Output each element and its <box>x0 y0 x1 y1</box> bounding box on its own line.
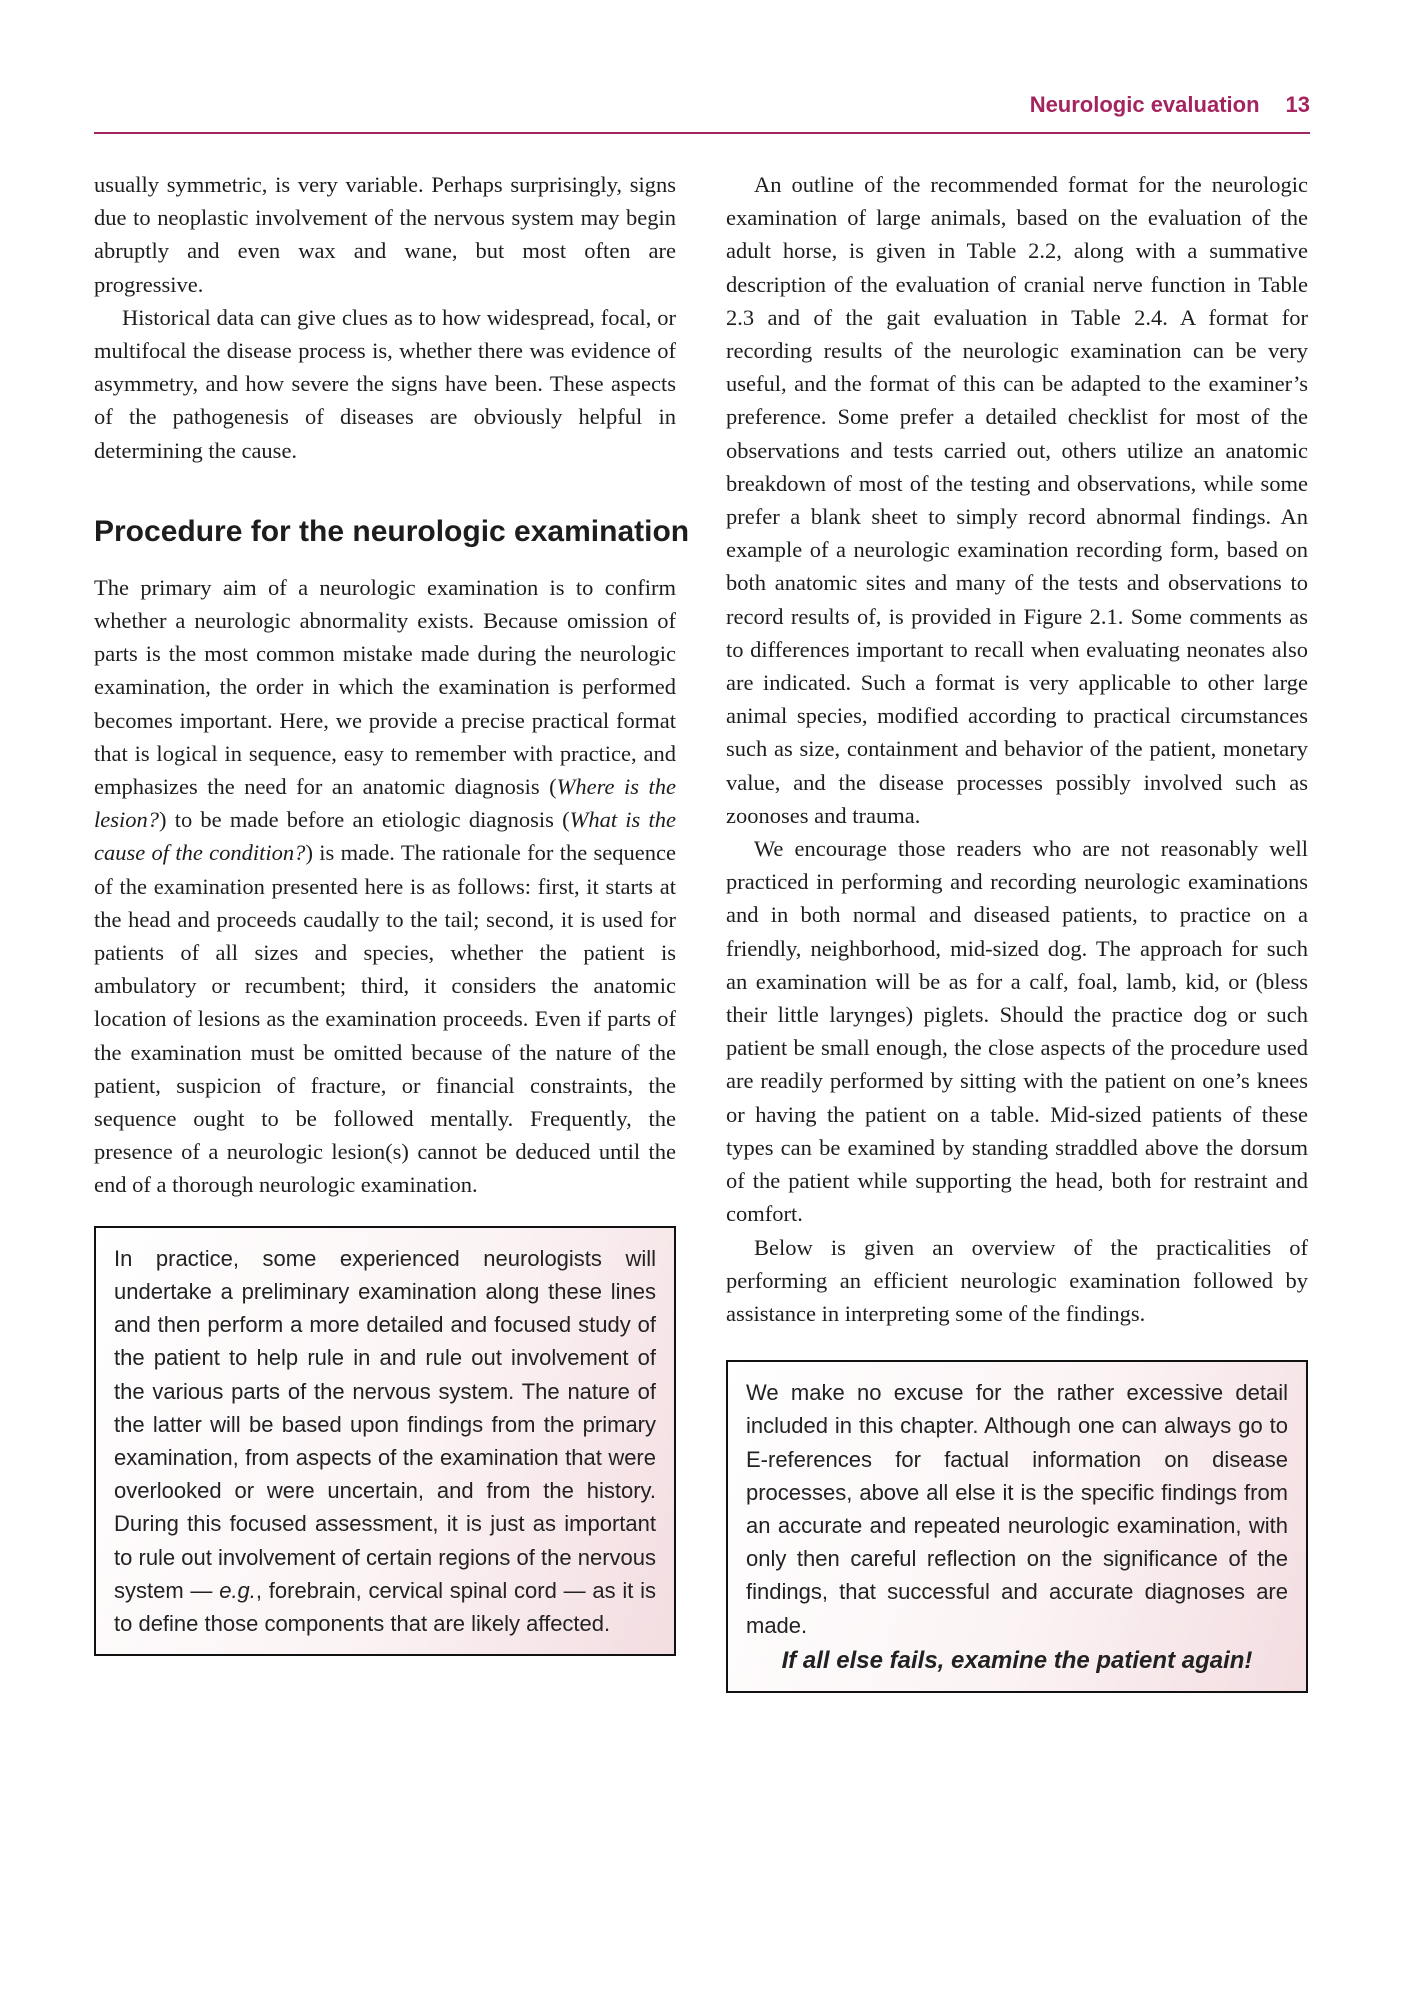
practice-dog-paragraph: We encourage those readers who are not reasonably well practiced in performing and recording neurologic examinations and in both normal and diseased patients, to practice on a friendly, neighborhood, mid-sized dog. The approach for such an examination will be as for a calf, foal, lamb, kid, or (bless their little larynges) piglets. Should the practice dog or such patient be small enough, the close aspects of the procedure used are readily performed by sitting with the patient on one’s knees or having the patient on a table. Mid-sized patients of these types can be examined by standing straddled above the dorsum of the patient while supporting the head, both for restraint and comfort. <box>726 836 1308 1227</box>
detail-note-text: We make no excuse for the rather excessive detail included in this chapter. Although one can always go to E-references for factual information on disease processes, above all else it is the specific findings from an accurate and repeated neurologic examination, with only then careful reflection on the significance of the findings, that successful and accurate diagnoses are made. <box>746 1380 1288 1638</box>
procedure-italic-lesion: Where is the lesion? <box>94 774 676 833</box>
procedure-text-1: The primary aim of a neurologic examination is to confirm whether a neurologic abnormality exists. Because omission of parts is the most common mistake made during the neurologic examination, the order in which the examination is performed becomes important. Here, we provide a precise practical format that is logical in sequence, easy to remember with practice, and emphasizes the need for an anatomic diagnosis ( <box>94 574 676 800</box>
outline-paragraph: An outline of the recommended format for the neurologic examination of large animals, based on the evaluation of the adult horse, is given in Table 2.2, along with a summative description of the evaluation of cranial nerve function in Table 2.3 and of the gait evaluation in Table 2.4. A format for recording results of the neurologic examination can be very useful, and the format of this can be adapted to the examiner’s preference. Some prefer a detailed checklist for most of the observations and tests carried out, others utilize an anatomic breakdown of most of the testing and observations, while some prefer a blank sheet to simply record abnormal findings. An example of a neurologic examination recording form, based on both anatomic sites and many of the tests and observations to record results of, is provided in Figure 2.1. Some comments as to differences important to recall when evaluating neonates also are indicated. Such a format is very applicable to other large animal species, modified according to practical circumstances such as size, containment and behavior of the patient, monetary value, and the disease processes possibly involved such as zoonoses and trauma. <box>726 172 1308 828</box>
running-header <box>94 92 1310 134</box>
practice-note-italic: e.g. <box>219 1577 256 1603</box>
intro-paragraph-2: Historical data can give clues as to how widespread, focal, or multifocal the disease process is, whether there was evidence of asymmetry, and how severe the signs have been. These aspects of the pathogenesis of diseases are obviously helpful in determining the cause. <box>94 304 676 463</box>
left-column <box>94 168 690 1656</box>
right-column <box>726 168 1308 1693</box>
practice-note-box <box>94 1226 676 1656</box>
running-title: Neurologic evaluation <box>1029 92 1260 117</box>
procedure-text-3: ) is made. The rationale for the sequence of the examination presented here is as follows: first, it starts at the head and proceeds caudally to the tail; second, it is used for patients of all sizes and species, whether the patient is ambulatory or recumbent; third, it considers the anatomic location of lesions as the examination proceeds. Even if parts of the examination must be omitted because of the nature of the patient, suspicion of fracture, or financial constraints, the sequence ought to be followed mentally. Frequently, the presence of a neurologic lesion(s) cannot be deduced until the end of a thorough neurologic examination. <box>94 840 676 1198</box>
page-number: 13 <box>1285 92 1310 117</box>
procedure-italic-cause: What is the cause of the condition? <box>94 807 676 866</box>
practice-note-text-2: , forebrain, cervical spinal cord — as it is to define those components that are likely affected. <box>114 1577 656 1636</box>
procedure-paragraph <box>94 571 676 1202</box>
detail-note-emphasis: If all else fails, examine the patient again! <box>781 1646 1253 1674</box>
practice-note-text <box>114 1242 656 1640</box>
overview-paragraph: Below is given an overview of the practicalities of performing an efficient neurologic examination followed by assistance in interpreting some of the findings. <box>726 1234 1308 1326</box>
intro-paragraph-1: usually symmetric, is very variable. Perhaps surprisingly, signs due to neoplastic involvement of the nervous system may begin abruptly and even wax and wane, but most often are progressive. <box>94 172 676 297</box>
practice-note-text-1: In practice, some experienced neurologists will undertake a preliminary examination along these lines and then perform a more detailed and focused study of the patient to help rule in and rule out involvement of the various parts of the nervous system. The nature of the latter will be based upon findings from the primary examination, from aspects of the examination that were overlooked or were uncertain, and from the history. During this focused assessment, it is just as important to rule out involvement of certain regions of the nervous system — <box>114 1245 656 1603</box>
detail-note-box <box>726 1360 1308 1693</box>
procedure-text-2: ) to be made before an etiologic diagnosis ( <box>159 807 570 833</box>
section-heading: Procedure for the neurologic examination <box>94 514 690 548</box>
